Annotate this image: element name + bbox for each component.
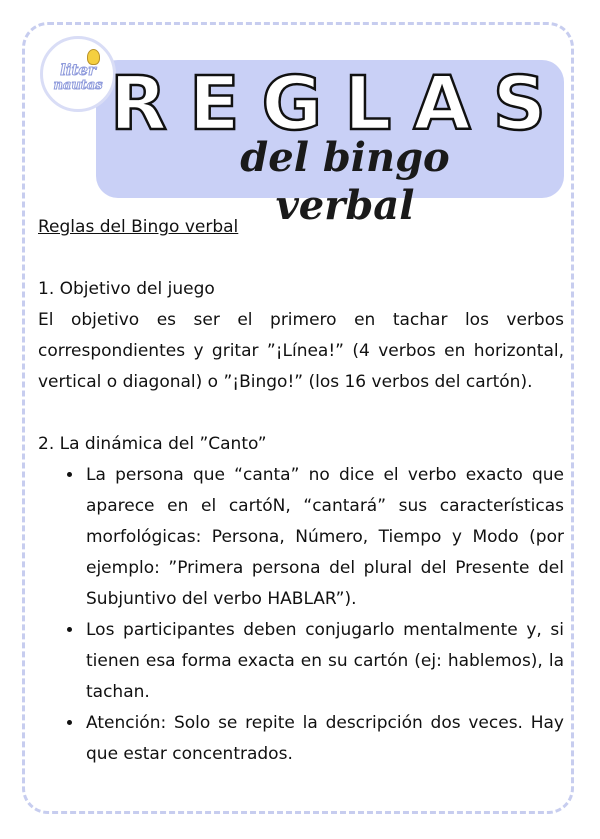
page-subtitle: del bingo verbal bbox=[240, 134, 450, 229]
document-body bbox=[38, 212, 564, 770]
section-2-title: 2. La dinámica del ”Canto” bbox=[38, 434, 267, 454]
section-1-title: 1. Objetivo del juego bbox=[38, 279, 215, 299]
list-item: • Los participantes deben conjugarlo mentalmente y, si tienen esa forma exacta en su cartón (ej: hablemos), la tachan. bbox=[84, 615, 564, 708]
document-heading: Reglas del Bingo verbal bbox=[38, 217, 239, 237]
page-title: REGLAS bbox=[110, 61, 568, 147]
rules-list bbox=[38, 460, 564, 770]
logo-text-top: liter bbox=[60, 61, 96, 79]
literautas-logo bbox=[40, 36, 116, 112]
spacer bbox=[38, 243, 564, 274]
logo-text-bottom: nautas bbox=[53, 78, 103, 93]
section-1-text: El objetivo es ser el primero en tachar los verbos correspondientes y gritar ”¡Línea!” (4 verbos en horizontal, vertical o diagonal) o ”¡Bingo!” (los 16 verbos del cartón). bbox=[38, 310, 564, 392]
list-item: • La persona que “canta” no dice el verbo exacto que aparece en el cartóN, “cantará” sus características morfológicas: Persona, Número, Tiempo y Modo (por ejemplo: ”Primera persona del plural del Presente del Subjuntivo del verbo HABLAR”). bbox=[84, 460, 564, 615]
list-item: • Atención: Solo se repite la descripción dos veces. Hay que estar concentrados. bbox=[84, 708, 564, 770]
spacer bbox=[38, 398, 564, 429]
